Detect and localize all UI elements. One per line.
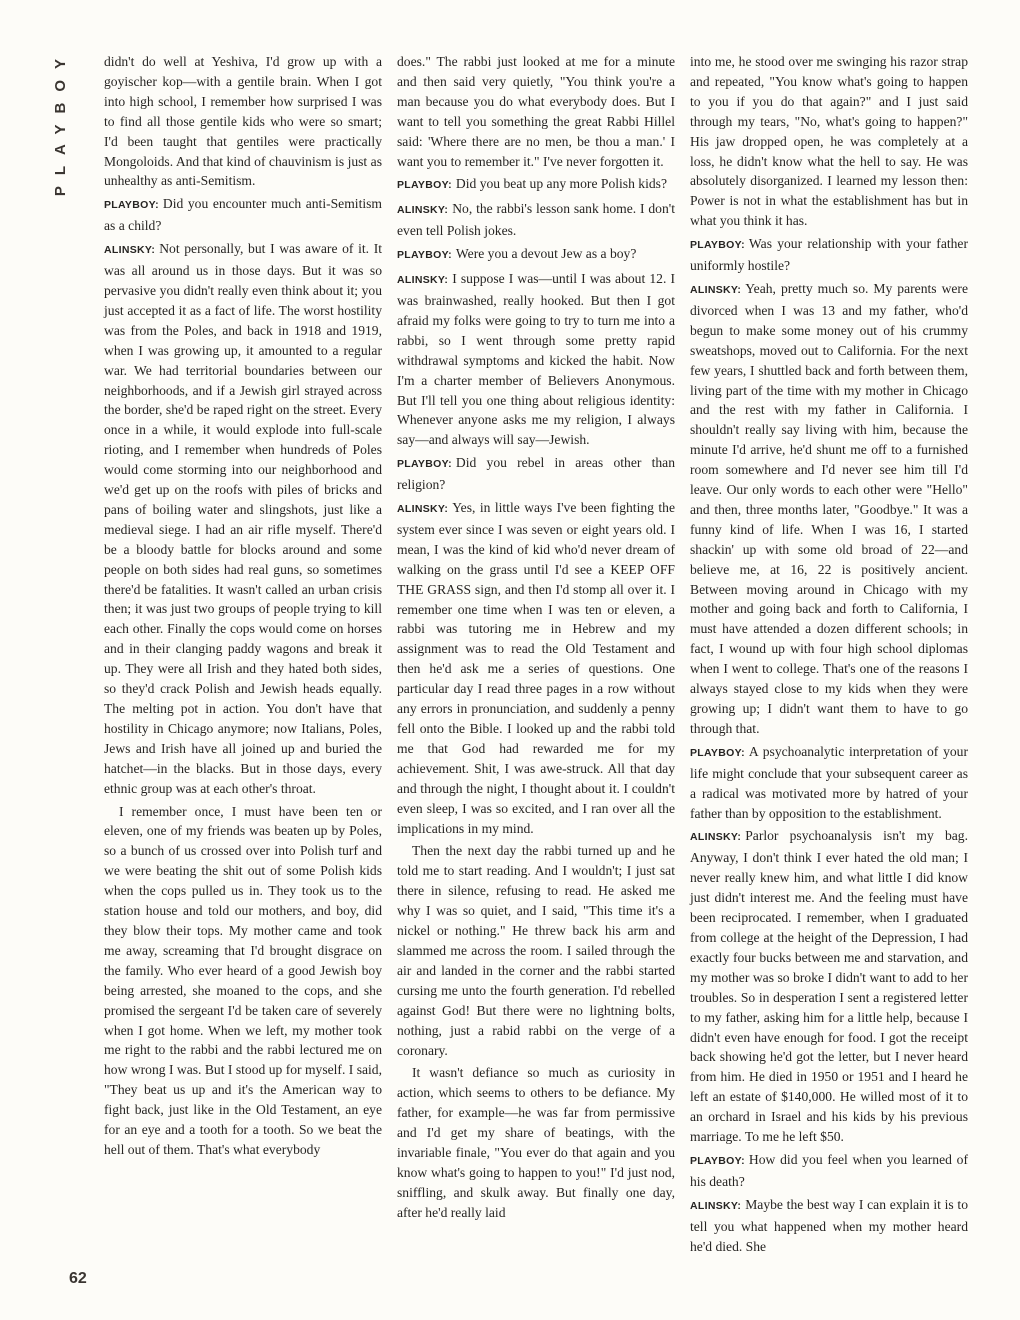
paragraph (104, 194, 382, 236)
running-head: PLAYBOY (52, 48, 69, 197)
paragraph (690, 1150, 968, 1192)
paragraph-text: does." The rabbi just looked at me for a minute and then said very quietly, "You think you're a man because you do what everybody does. But I want to tell you something the great Rabbi Hillel said: 'Where there are no men, be thou a man.' I want you to remember it." I've never forgotten it. (397, 54, 675, 169)
paragraph (690, 826, 968, 1147)
paragraph-text: Parlor psychoanalysis isn't my bag. Anyway, I don't think I ever hated the old man; I never really knew him, and what little I did know just didn't interest me. And the feeling must have been reciprocated. I remember, when I graduated from college at the height of the Depression, I had exactly four bucks between me and starvation, and my mother was so broke I didn't want to add to her troubles. So in desperation I sent a registered letter to my father, asking him for a little help, because I didn't even have enough for food. I got the receipt back showing he'd got the letter, but I never heard from him. He died in 1950 or 1951 and I heard he left an estate of $140,000. He willed most of it to an orchard in Israel and his kids by his previous marriage. To me he left $50. (690, 828, 968, 1145)
paragraph (397, 244, 675, 266)
paragraph (104, 802, 382, 1160)
speaker-label: PLAYBOY: (104, 199, 159, 212)
paragraph (104, 239, 382, 798)
paragraph (690, 279, 968, 739)
speaker-label: PLAYBOY: (690, 746, 745, 759)
paragraph-text: didn't do well at Yeshiva, I'd grow up with a goyischer kop—with a gentile brain. When I got into high school, I remember how surprised I was to find all those gentile kids who were so smart; I'd been taught that gentiles were practically Mongoloids. And that kind of chauvinism is just as unhealthy as anti-Semitism. (104, 54, 382, 189)
speaker-label: ALINSKY: (690, 831, 742, 844)
speaker-label: ALINSKY: (690, 1199, 742, 1212)
speaker-label: PLAYBOY: (690, 1154, 745, 1167)
speaker-label: PLAYBOY: (690, 239, 745, 252)
speaker-label: ALINSKY: (397, 274, 449, 287)
paragraph (690, 234, 968, 276)
paragraph-text: How did you feel when you learned of his death? (690, 1151, 968, 1189)
speaker-label: PLAYBOY: (397, 179, 452, 192)
paragraph (397, 453, 675, 495)
paragraph (690, 742, 968, 824)
paragraph-text: Were you a devout Jew as a boy? (455, 246, 637, 262)
paragraph (397, 841, 675, 1060)
paragraph-text: Did you beat up any more Polish kids? (455, 176, 667, 192)
page-number: 62 (69, 1270, 87, 1287)
paragraph-text: Not personally, but I was aware of it. It was all around us in those days. But it was so pervasive you didn't really even think about it; you just accepted it as a fact of life. The worst hostility was from the Poles, and back in 1918 and 1919, when I was growing up, it amounted to a regular war. We had territorial boundaries between our neighborhoods, and if a Jewish girl strayed across the border, she'd be raped right on the street. Every once in a while, it would explode into full-scale rioting, and I remember when hundreds of Poles would come storming into our neighborhood and we'd get up on the roofs with piles of bricks and pans of boiling water and slingshots, just like a medieval siege. I had an air rifle myself. There'd be a bloody battle for blocks around and some people on both sides had real guns, so sometimes there'd be fatalities. It wasn't called an urban crisis then; it was just two groups of people trying to kill each other. Finally the cops would come on horses and in their clanging paddy wagons and break it up. They were all Irish and they hated both sides, so they'd crack Polish and Jewish heads equally. The melting pot in action. You don't have that hostility in Chicago anymore; now Italians, Poles, Jews and Irish have all joined up and buried the hatchet—in the blacks. But in those days, every ethnic group was at each other's throat. (104, 241, 382, 796)
speaker-label: ALINSKY: (690, 283, 742, 296)
speaker-label: ALINSKY: (397, 204, 449, 217)
paragraph-text: Did you encounter much anti-Semitism as a child? (104, 196, 382, 234)
paragraph-text: Maybe the best way I can explain it is to tell you what happened when my mother heard he'd died. She (690, 1196, 968, 1254)
paragraph-text: It wasn't defiance so much as curiosity in action, which seems to others to be defiance. My father, for example—he was far from permissive and I'd get my share of beatings, with the invariable finale, "You ever do that again and you know what's going to happen to you!" I'd just nod, sniffling, and skulk away. But finally one day, after he'd really laid (397, 1065, 675, 1220)
text-column-2 (397, 52, 675, 1226)
text-column-3 (690, 52, 968, 1259)
paragraph-text: Yeah, pretty much so. My parents were divorced when I was 13 and my father, who'd begun to make some money out of his crummy sweatshops, moved out to California. For the next few years, I shuttled back and forth between them, living part of the time with my mother in Chicago and the rest with my father in California. I shouldn't really say living with him, because the minute I'd arrive, he'd shunt me off to a furnished room somewhere and I'd never see him till I'd leave. Our only words to each other were "Hello" and then, three months later, "Goodbye." It was a funny kind of life. When I was 16, I started shackin' up with some old broad of 22—and believe me, at 16, 22 is positively ancient. Between moving around in Chicago with my mother and going back and forth to California, I must have attended a dozen different schools; in fact, I wound up with four high school diplomas when I went to college. That's one of the reasons I always stayed close to my kids when they were growing up; I didn't want them to have to go through that. (690, 280, 968, 736)
paragraph-text: No, the rabbi's lesson sank home. I don't even tell Polish jokes. (397, 201, 675, 239)
paragraph-text: Then the next day the rabbi turned up and he told me to start reading. And I wouldn't; I just sat there in silence, refusing to read. He asked me why I was so quiet, and I said, "This time it's a nickel or nothing." He threw back his arm and slammed me across the room. I sailed through the air and landed in the corner and the rabbi started cursing me unto the fourth generation. I'd rebelled against God! But there were no lightning bolts, nothing, just a rabid rabbi on the verge of a coronary. (397, 843, 675, 1058)
paragraph (690, 1195, 968, 1257)
speaker-label: PLAYBOY: (397, 458, 452, 471)
paragraph-text: Was your relationship with your father uniformly hostile? (690, 236, 968, 274)
paragraph-text: A psychoanalytic interpretation of your life might conclude that your subsequent career as a radical was motivated more by hatred of your father than by opposition to the establishment. (690, 743, 968, 821)
paragraph (397, 199, 675, 241)
paragraph (690, 52, 968, 231)
speaker-label: ALINSKY: (397, 503, 449, 516)
paragraph-text: I suppose I was—until I was about 12. I was brainwashed, really hooked. But then I got afraid my folks were going to try to turn me into a rabbi, so I went through some pretty rapid withdrawal symptoms and kicked the habit. Now I'm a charter member of Believers Anonymous. But I'll tell you one thing about religious identity: Whenever anyone asks me my religion, I always say—and always will say—Jewish. (397, 271, 675, 448)
paragraph (397, 269, 675, 450)
text-column-1 (104, 52, 382, 1163)
paragraph-text: Did you rebel in areas other than religion? (397, 455, 675, 493)
paragraph-text: I remember once, I must have been ten or eleven, one of my friends was beaten up by Poles, so a bunch of us crossed over into Polish turf and we were beating the shit out of some Polish kids when the cops pulled us in. They took us to the station house and told our mothers, and boy, did they blow their tops. My mother came and took me away, screaming that I'd brought disgrace on the family. Who ever heard of a good Jewish boy being arrested, she moaned to the cops, and she promised the sergeant I'd be taken care of severely when I got home. When we left, my mother took me right to the rabbi and the rabbi lectured me on how wrong I was. But I stood up for myself. I said, "They beat us up and it's the American way to fight back, just like in the Old Testament, an eye for an eye and a tooth for a tooth. So we beat the hell out of them. That's what everybody (104, 803, 382, 1157)
paragraph-text: into me, he stood over me swinging his razor strap and repeated, "You know what's going to happen to you if you do that again?" and I just said through my tears, "No, what's going to happen?" His jaw dropped open, he was completely at a loss, he didn't know what the hell to say. He was absolutely disorganized. I learned my lesson then: Power is not in what the establishment has but in what you think it has. (690, 54, 968, 229)
speaker-label: PLAYBOY: (397, 249, 452, 262)
paragraph-text: Yes, in little ways I've been fighting the system ever since I was seven or eight years old. I mean, I was the kind of kid who'd never dream of walking on the grass until I'd see a KEEP OFF THE GRASS sign, and then I'd stomp all over it. I remember one time when I was ten or eleven, a rabbi was tutoring me in Hebrew and my assignment was to read the Old Testament and then he'd ask me a series of questions. One particular day I read three pages in a row without any errors in pronunciation, and suddenly a penny fell onto the Bible. I looked up and the rabbi told me that God had rewarded me for my achievement. Shit, I was awe-struck. All that day and through the night, I thought about it. I couldn't even sleep, I was so excited, and I ran over all the implications in my mind. (397, 500, 675, 836)
paragraph (397, 498, 675, 838)
paragraph (104, 52, 382, 191)
paragraph (397, 1063, 675, 1222)
paragraph (397, 174, 675, 196)
paragraph (397, 52, 675, 171)
speaker-label: ALINSKY: (104, 244, 156, 257)
